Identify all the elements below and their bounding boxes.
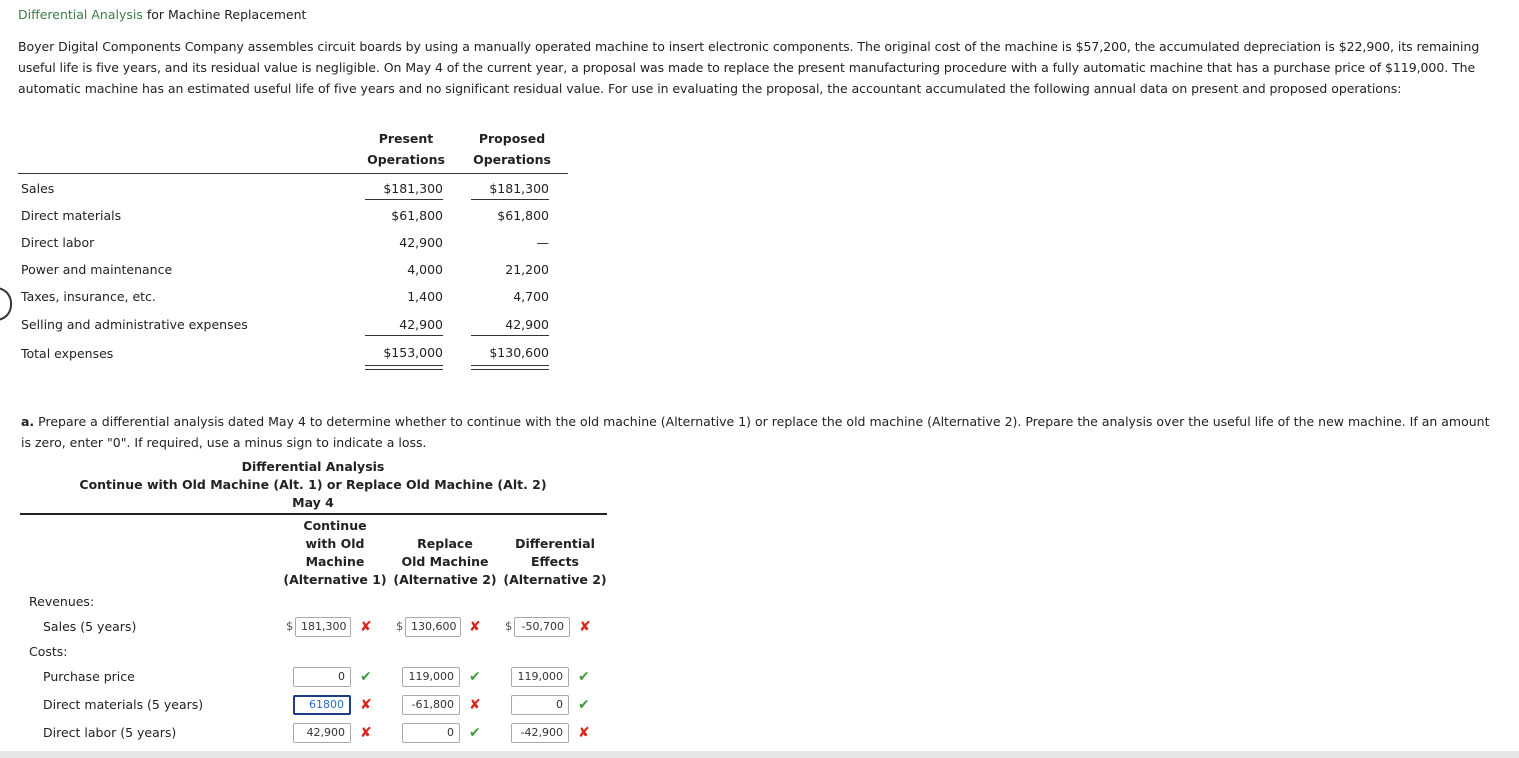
row-label: Power and maintenance <box>21 262 173 277</box>
row-label: Sales <box>21 181 55 196</box>
proposed-value: 42,900 <box>471 315 549 336</box>
proposed-value: $61,800 <box>497 208 549 223</box>
revenues-label: Revenues: <box>29 594 95 609</box>
row-label: Taxes, insurance, etc. <box>21 289 156 304</box>
present-value: 1,400 <box>407 289 443 304</box>
alt1-sales-input[interactable]: 181,300 <box>295 617 351 637</box>
present-total: $153,000 <box>383 345 443 360</box>
alt1-purchase-cell <box>293 667 373 687</box>
diff-sales-cell: $ -50,700 ✘ <box>505 619 591 635</box>
table-rule <box>18 173 568 174</box>
incorrect-icon: ✘ <box>579 619 591 635</box>
correct-icon: ✔ <box>469 669 481 685</box>
incorrect-icon: ✘ <box>360 697 372 713</box>
proposed-value: — <box>536 235 549 250</box>
alt2-sales-input[interactable]: 130,600 <box>405 617 461 637</box>
alt1-labor-cell <box>293 723 373 743</box>
problem-description: Boyer Digital Components Company assembles circuit boards by using a manually operated machine to insert electronic components. The original cost of the machine is $57,200, the accumulated depreciation is $22,900, its remaining useful life is five years, and its residual value is negligible. On May 4 of the current year, a proposal was made to replace the present manufacturing procedure with a fully automatic machine that has a purchase price of $119,000. The automatic machine has an estimated useful life of five years and no significant residual value. For use in evaluating the proposal, the accountant accumulated the following annual data on present and proposed operations: <box>18 39 1480 96</box>
present-value: 42,900 <box>399 235 443 250</box>
alt2-sales-cell: $ 130,600 ✘ <box>396 619 481 635</box>
scroll-bracket-decoration <box>0 287 12 321</box>
present-value: $61,800 <box>391 208 443 223</box>
alt1-purchase-input[interactable]: 0 <box>293 667 351 687</box>
analysis-rule <box>20 513 607 515</box>
present-header: Present Operations <box>367 131 445 167</box>
diff-materials-cell <box>511 695 591 715</box>
alt2-materials-cell <box>402 695 482 715</box>
incorrect-icon: ✘ <box>360 619 372 635</box>
diff-purchase-cell <box>511 667 591 687</box>
alt1-materials-cell <box>293 695 373 715</box>
analysis-heading: Differential Analysis <box>241 459 385 474</box>
costs-label: Costs: <box>29 644 68 659</box>
diff-materials-input[interactable]: 0 <box>511 695 569 715</box>
instructions: a. Prepare a differential analysis dated May 4 to determine whether to continue with the old machine (Alternative 1) or replace the old machine (Alternative 2). Prepare the analysis over the useful life of the new machine. If an amount is zero, enter "0". If required, use a minus sign to indicate a loss. <box>21 414 1490 450</box>
row-label: Total expenses <box>21 346 114 361</box>
analysis-date: May 4 <box>292 495 334 510</box>
incorrect-icon: ✘ <box>469 697 481 713</box>
double-underline <box>365 365 443 370</box>
diff-header: Differential Effects (Alternative 2) <box>503 536 607 587</box>
page-bottom-edge <box>0 751 1519 758</box>
correct-icon: ✔ <box>469 725 481 741</box>
present-value: $181,300 <box>365 179 443 200</box>
diff-sales-input[interactable]: -50,700 <box>514 617 570 637</box>
alt1-sales-cell: $ 181,300 ✘ <box>286 619 372 635</box>
present-value: 42,900 <box>365 315 443 336</box>
alt2-labor-input[interactable]: 0 <box>402 723 460 743</box>
present-value: 4,000 <box>407 262 443 277</box>
row-label: Direct labor (5 years) <box>43 725 177 740</box>
alt1-header: Continue with Old Machine (Alternative 1) <box>283 518 387 587</box>
title-rest: for Machine Replacement <box>142 7 307 22</box>
alt1-materials-input[interactable]: 61800 <box>293 695 351 715</box>
diff-labor-cell <box>511 723 591 743</box>
page-title <box>18 7 306 22</box>
diff-labor-input[interactable]: -42,900 <box>511 723 569 743</box>
alt2-purchase-cell <box>402 667 482 687</box>
proposed-value: 21,200 <box>505 262 549 277</box>
alt2-header: Replace Old Machine (Alternative 2) <box>393 536 497 587</box>
row-label: Direct materials (5 years) <box>43 697 204 712</box>
title-link[interactable]: Differential Analysis <box>18 7 143 22</box>
incorrect-icon: ✘ <box>578 725 590 741</box>
alt1-labor-input[interactable]: 42,900 <box>293 723 351 743</box>
analysis-subheading: Continue with Old Machine (Alt. 1) or Replace Old Machine (Alt. 2) <box>79 477 547 492</box>
proposed-total: $130,600 <box>489 345 549 360</box>
incorrect-icon: ✘ <box>360 725 372 741</box>
correct-icon: ✔ <box>360 669 372 685</box>
diff-purchase-input[interactable]: 119,000 <box>511 667 569 687</box>
incorrect-icon: ✘ <box>469 619 481 635</box>
row-label: Direct materials <box>21 208 122 223</box>
row-label: Direct labor <box>21 235 95 250</box>
row-label: Selling and administrative expenses <box>21 317 248 332</box>
correct-icon: ✔ <box>578 669 590 685</box>
row-label: Purchase price <box>43 669 135 684</box>
alt2-purchase-input[interactable]: 119,000 <box>402 667 460 687</box>
double-underline <box>471 365 549 370</box>
proposed-value: $181,300 <box>471 179 549 200</box>
proposed-header: Proposed Operations <box>473 131 551 167</box>
row-label: Sales (5 years) <box>43 619 137 634</box>
alt2-labor-cell <box>402 723 482 743</box>
proposed-value: 4,700 <box>513 289 549 304</box>
alt2-materials-input[interactable]: -61,800 <box>402 695 460 715</box>
correct-icon: ✔ <box>578 697 590 713</box>
